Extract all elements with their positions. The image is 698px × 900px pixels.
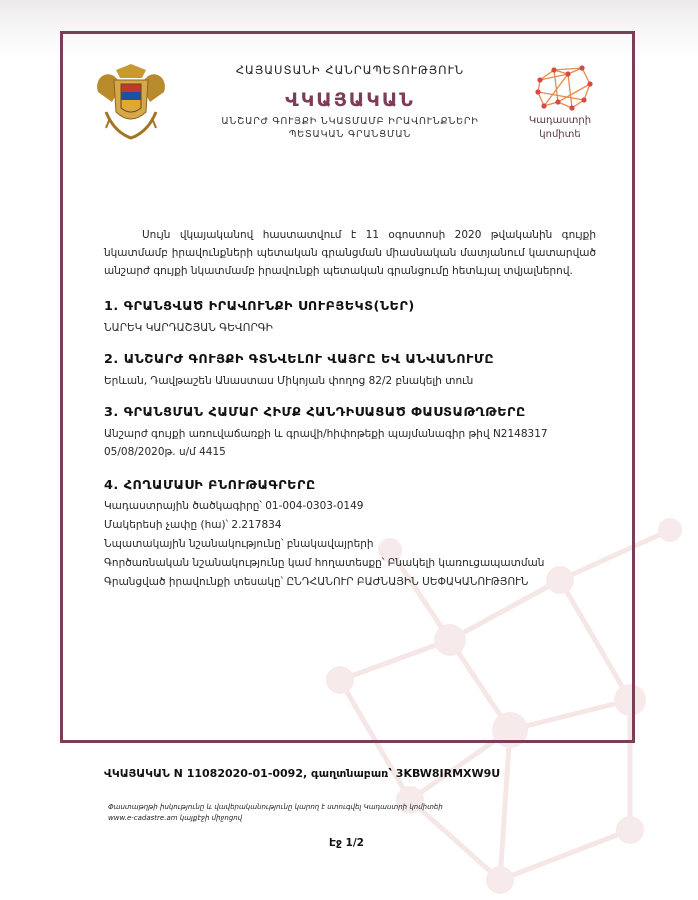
logo-text-line-2: կոմիտե bbox=[539, 129, 581, 140]
section-4-line-3: Նպատակային նշանակությունը՝ բնակավայրերի bbox=[104, 538, 374, 550]
section-4-line-1: Կադաստրային ծածկագիրը՝ 01-004-0303-0149 bbox=[104, 500, 364, 512]
section-1-line-1: ՆԱՐԵԿ ԿԱՐԴԱՇՅԱՆ ԳԵՎՈՐԳԻ bbox=[104, 322, 273, 334]
subtitle-line-1: ԱՆՇԱՐԺ ԳՈՒՅՔԻ ՆԿԱՏՄԱՄԲ ԻՐԱՎՈՒՆՔՆԵՐԻ bbox=[221, 116, 479, 127]
section-3-line-2: 05/08/2020թ. ս/մ 4415 bbox=[104, 446, 226, 458]
subtitle-line-2: ՊԵՏԱԿԱՆ ԳՐԱՆՑՄԱՆ bbox=[288, 129, 412, 140]
section-4-title: 4. ՀՈՂԱՄԱՍԻ ԲՆՈՒԹԱԳՐԵՐԸ bbox=[104, 478, 316, 493]
logo-text-line-1: Կադաստրի bbox=[528, 115, 592, 126]
section-2-title: 2. ԱՆՇԱՐԺ ԳՈՒՅՔԻ ԳՏՆՎԵԼՈՒ ՎԱՅՐԸ ԵՎ ԱՆՎԱՆՈՒՄԸ bbox=[104, 352, 495, 367]
document-header bbox=[175, 63, 525, 141]
page-number: Էջ 1/2 bbox=[329, 837, 364, 849]
state-name: ՀԱՅԱՍՏԱՆԻ ՀԱՆՐԱՊԵՏՈՒԹՅՈՒՆ bbox=[235, 63, 465, 77]
coat-of-arms-icon bbox=[92, 62, 170, 142]
section-4-line-5: Գրանցված իրավունքի տեսակը՝ ԸՆԴՀԱՆՈՒՐ ԲԱԺՆԱՅԻՆ ՍԵՓԱԿԱՆՈՒԹՅՈՒՆ bbox=[104, 576, 529, 588]
cadastre-committee-logo-text bbox=[510, 114, 610, 142]
document-title: ՎԿԱՅԱԿԱՆ bbox=[285, 89, 415, 111]
footer-website: www.e-cadastre.am կայքէջի միջոցով bbox=[108, 814, 243, 822]
section-1-title: 1. ԳՐԱՆՑՎԱԾ ԻՐԱՎՈՒՆՔԻ ՍՈՒԲՅԵԿՏ(ՆԵՐ) bbox=[104, 299, 415, 314]
section-3-title: 3. ԳՐԱՆՑՄԱՆ ՀԱՄԱՐ ՀԻՄՔ ՀԱՆԴԻՍԱՑԱԾ ՓԱՍՏԱԹՂԹԵՐԸ bbox=[104, 405, 526, 420]
section-2-line-1: Երևան, Դավթաշեն Անաստաս Միկոյան փողոց 82/2 բնակելի տուն bbox=[104, 375, 474, 387]
section-4-line-2: Մակերեսի չափը (հա)՝ 2.217834 bbox=[104, 519, 282, 531]
section-3-line-1: Անշարժ գույքի առուվաճառքի և գրավի/հիփոթեքի պայմանագիր թիվ N2148317 bbox=[104, 428, 548, 440]
section-4-line-4: Գործառնական նշանակությունը կամ հողատեսքը՝ Բնակելի կառուցապատման bbox=[104, 557, 545, 569]
document-subtitle bbox=[175, 115, 525, 141]
footer-line-1: Փաստաթղթի իսկությունը և վավերականությունը կարող է ստուգվել Կադաստրի կոմիտեի bbox=[108, 803, 443, 811]
intro-paragraph: Սույն վկայականով հաստատվում է 11 օգոստոսի 2020 թվականին գույքի նկատմամբ իրավունքների պետական գրանցման միասնական մատյանում կատարված անշարժ գույքի նկատմամբ իրավունքի պետական գրանցումը հետևյալ տվյալներով. bbox=[104, 229, 596, 277]
certificate-number: ՎԿԱՅԱԿԱՆ N 11082020-01-0092, գաղտնաբառ՝ 3KBW8IRMXW9U bbox=[104, 767, 501, 780]
